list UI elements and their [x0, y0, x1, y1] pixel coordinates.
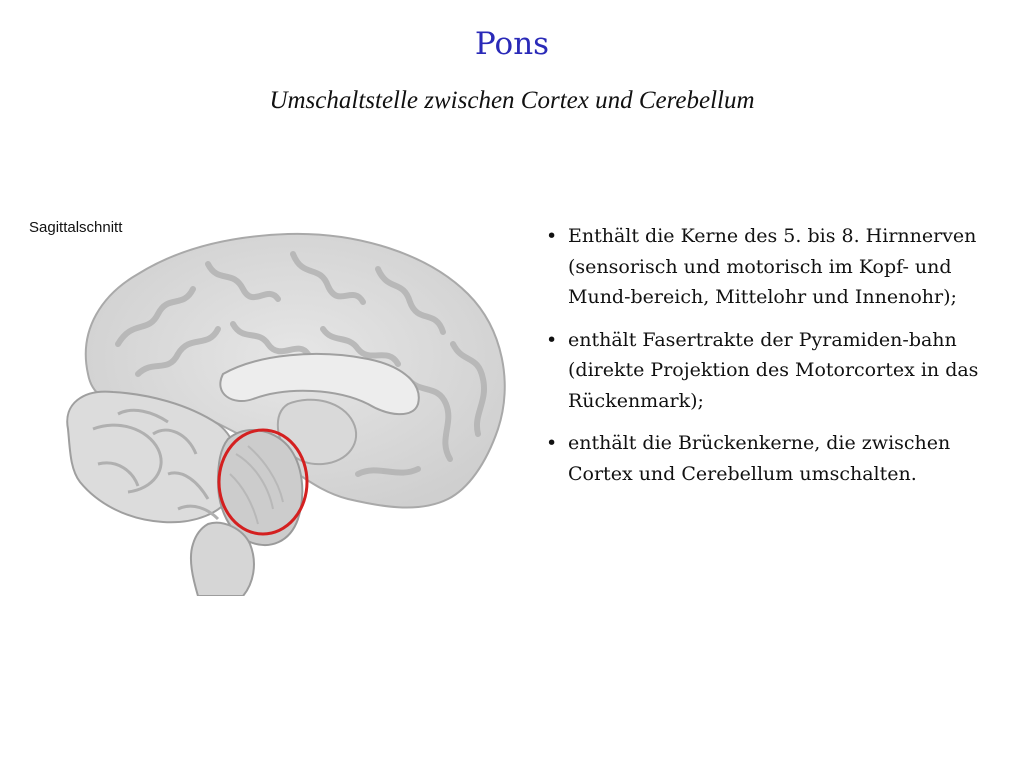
bullet-text: enthält Fasertrakte der Pyramiden-bahn (direkte Projektion des Motorcortex in das Rückenmark); — [568, 328, 979, 412]
slide-subtitle: Umschaltstelle zwischen Cortex und Cerebellum — [269, 87, 755, 114]
slide-title: Pons — [474, 26, 550, 62]
bullet-text: enthält die Brückenkerne, die zwischen Cortex und Cerebellum umschalten. — [568, 432, 951, 485]
bullet-icon: • — [546, 225, 558, 247]
bullet-text: Enthält die Kerne des 5. bis 8. Hirnnerven (sensorisch und motorisch im Kopf- und Mund-bereich, Mittelohr und Innenohr); — [568, 225, 977, 308]
figure-label: Sagittalschnitt — [29, 219, 123, 236]
list-item — [544, 428, 984, 489]
list-item — [544, 221, 984, 313]
brain-sagittal-illustration — [58, 224, 518, 596]
bullet-icon: • — [546, 328, 558, 351]
list-item — [544, 325, 984, 417]
bullet-icon: • — [546, 432, 558, 454]
bullet-list — [544, 221, 984, 501]
